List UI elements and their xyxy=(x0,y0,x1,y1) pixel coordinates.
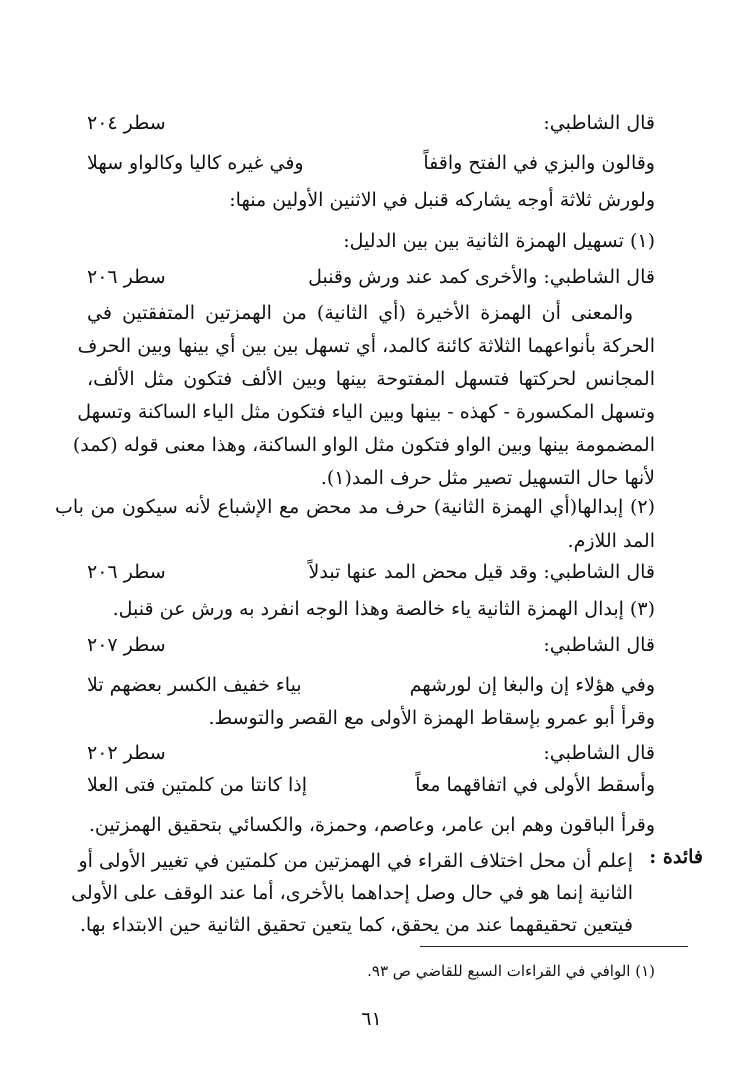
paragraph-line: لأنها حال التسهيل تصير مثل حرف المد(١). xyxy=(320,467,655,489)
shatibi-heading-4 xyxy=(87,630,655,660)
paragraph-line: المضمومة بينها وبين الواو فتكون مثل الواو الساكنة، وهذا معنى قوله (كمد) xyxy=(72,434,655,456)
verse-hemistich: وأسقط الأولى في اتفاقهما معاً xyxy=(415,774,655,796)
list-item-2: (٢) إبدالها(أي الهمزة الثانية) حرف مد محض مع الإشباع لأنه سيكون من باب xyxy=(55,496,655,518)
line-reference: سطر ٢٠٦ xyxy=(87,561,166,583)
note-line: الثانية إنما هو في حال وصل إحداهما بالأخرى، أما عند الوقف على الأولى xyxy=(71,882,633,904)
footnote-separator xyxy=(420,946,688,947)
paragraph-line: الحركة بأنواعهما الثلاثة كائنة كالمد، أي تسهل بين بين أي بينها وبين الحرف xyxy=(77,335,655,357)
verse-hemistich: وفي هؤلاء إن والبغا إن لورشهم xyxy=(409,674,655,696)
verse-hemistich: وقالون والبزي في الفتح واقفاً xyxy=(423,152,655,174)
shatibi-heading-3 xyxy=(87,557,655,587)
verse-hemistich: إذا كانتا من كلمتين فتى العلا xyxy=(87,774,307,796)
heading-label: قال الشاطبي: xyxy=(543,742,655,764)
verse-hemistich: وفي غيره كاليا وكالواو سهلا xyxy=(87,152,304,174)
line-reference: سطر ٢٠٢ xyxy=(87,742,166,764)
heading-label: قال الشاطبي: xyxy=(543,634,655,656)
line-reference: سطر ٢٠٧ xyxy=(87,634,166,656)
verse-2 xyxy=(87,670,655,700)
page-number: ٦١ xyxy=(361,1008,382,1030)
heading-label: قال الشاطبي: والأخرى كمد عند ورش وقنبل xyxy=(308,266,655,288)
heading-label: قال الشاطبي: وقد قيل محض المد عنها تبدلاً xyxy=(308,561,655,583)
paragraph-line: والمعنى أن الهمزة الأخيرة (أي الثانية) من الهمزتين المتفقتين في xyxy=(87,302,633,324)
line-reference: سطر ٢٠٦ xyxy=(87,266,166,288)
paragraph-line: وقرأ أبو عمرو بإسقاط الهمزة الأولى مع القصر والتوسط. xyxy=(208,707,655,729)
shatibi-heading-5 xyxy=(87,738,655,768)
shatibi-heading-2 xyxy=(87,262,655,292)
shatibi-heading-1 xyxy=(87,108,655,138)
paragraph-line: وتسهل المكسورة - كهذه - بينها وبين الياء فتكون مثل الياء الساكنة وتسهل xyxy=(77,401,655,423)
paragraph-line: ولورش ثلاثة أوجه يشاركه قنبل في الاثنين الأولين منها: xyxy=(229,189,655,211)
verse-3 xyxy=(87,770,655,800)
list-item-2-cont: المد اللازم. xyxy=(567,530,655,552)
list-item-3: (٣) إبدال الهمزة الثانية ياء خالصة وهذا الوجه انفرد به ورش عن قنبل. xyxy=(112,598,655,620)
note-label: فائدة : xyxy=(649,846,703,868)
verse-1 xyxy=(87,148,655,178)
verse-hemistich: بياء خفيف الكسر بعضهم تلا xyxy=(87,674,302,696)
heading-label: قال الشاطبي: xyxy=(543,112,655,134)
list-item-1: (١) تسهيل الهمزة الثانية بين بين الدليل: xyxy=(343,230,655,252)
paragraph-line: وقرأ الباقون وهم ابن عامر، وعاصم، وحمزة، والكسائي بتحقيق الهمزتين. xyxy=(88,814,655,836)
note-line: فيتعين تحقيقهما عند من يحقق، كما يتعين تحقيق الثانية حين الابتداء بها. xyxy=(79,914,633,936)
footnote: (١) الوافي في القراءات السبع للقاضي ص ٩٣. xyxy=(367,962,655,980)
note-line: إعلم أن محل اختلاف القراء في الهمزتين من كلمتين في تغيير الأولى أو xyxy=(78,850,633,872)
line-reference: سطر ٢٠٤ xyxy=(87,112,166,134)
paragraph-line: المجانس لحركتها فتسهل المفتوحة بينها وبين الألف فتكون مثل الألف، xyxy=(87,368,655,390)
